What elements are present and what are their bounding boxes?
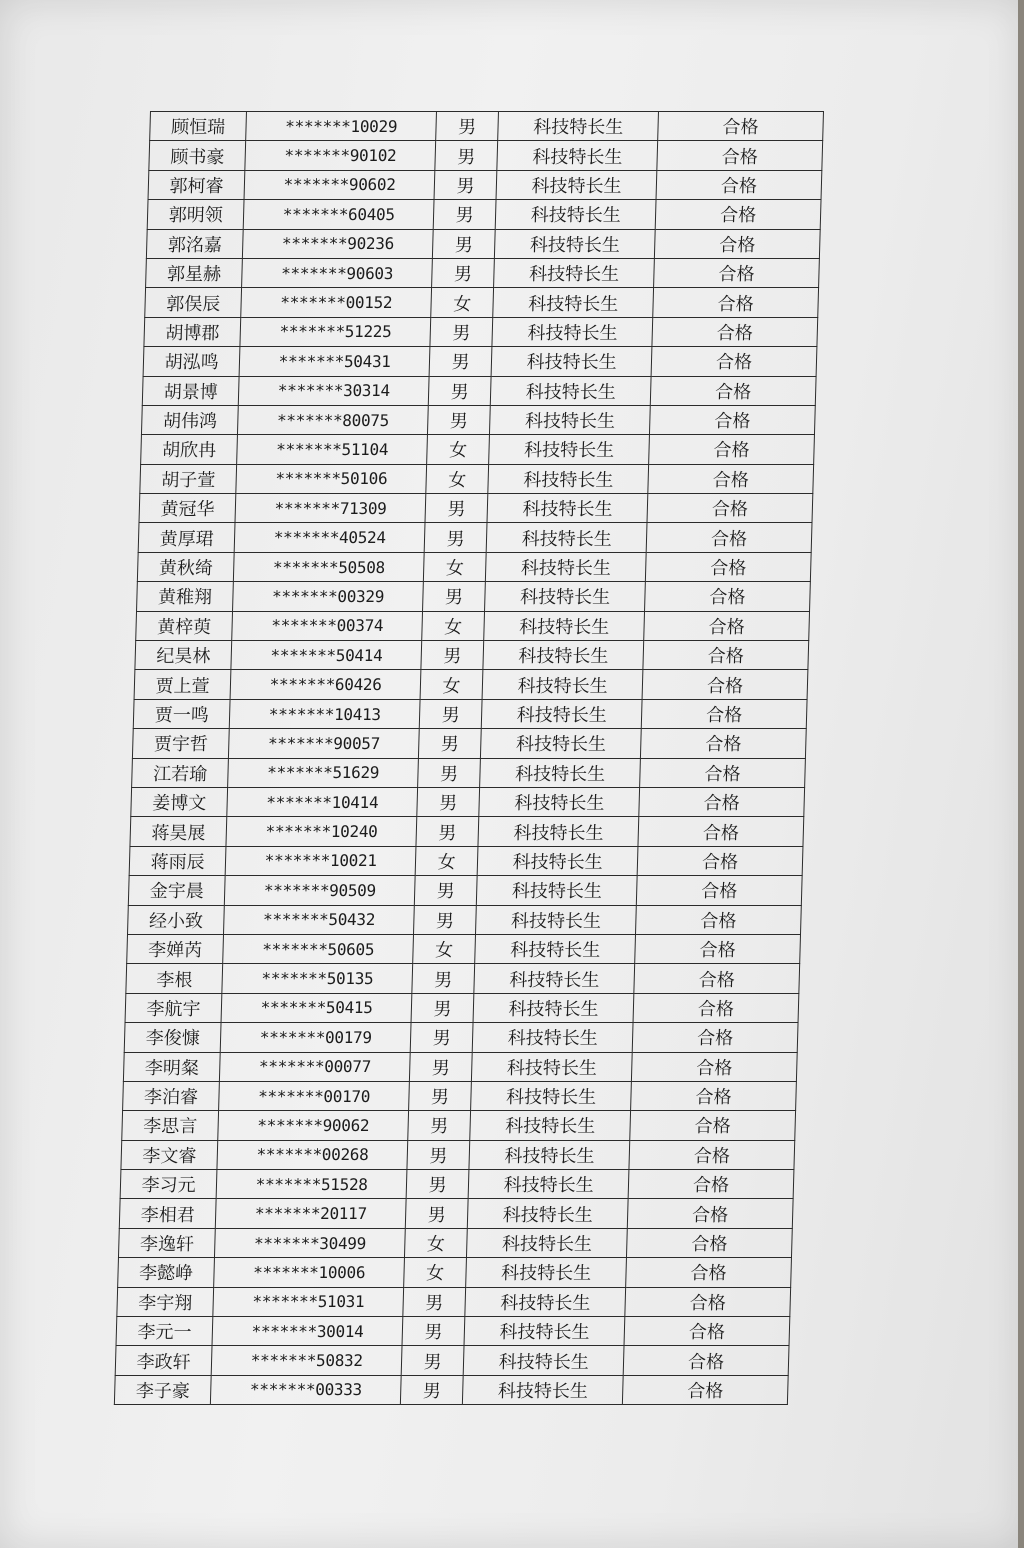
admission-type-cell: 科技特长生 bbox=[486, 552, 647, 581]
result-cell: 合格 bbox=[654, 258, 820, 287]
student-id-cell: *******90236 bbox=[243, 229, 434, 258]
gender-cell: 女 bbox=[420, 670, 483, 699]
student-name-cell: 李明粲 bbox=[123, 1052, 220, 1081]
table-row bbox=[125, 993, 799, 1022]
table-row bbox=[136, 611, 810, 640]
student-name-cell: 黄厚珺 bbox=[138, 523, 235, 552]
result-cell: 合格 bbox=[634, 964, 800, 993]
student-id-cell: *******10006 bbox=[214, 1258, 405, 1287]
student-id-cell: *******50135 bbox=[222, 964, 413, 993]
gender-cell: 男 bbox=[405, 1199, 468, 1228]
result-cell: 合格 bbox=[627, 1199, 793, 1228]
result-cell: 合格 bbox=[641, 729, 807, 758]
student-name-cell: 李婵芮 bbox=[127, 934, 224, 963]
student-name-cell: 李思言 bbox=[122, 1111, 219, 1140]
gender-cell: 女 bbox=[404, 1228, 467, 1257]
admission-type-cell: 科技特长生 bbox=[471, 1081, 632, 1110]
student-id-cell: *******50415 bbox=[221, 993, 412, 1022]
student-id-cell: *******10413 bbox=[230, 699, 421, 728]
student-name-cell: 郭俣辰 bbox=[145, 288, 242, 317]
table-row bbox=[130, 817, 804, 846]
student-id-cell: *******60426 bbox=[230, 670, 421, 699]
result-cell: 合格 bbox=[651, 347, 817, 376]
admission-type-cell: 科技特长生 bbox=[491, 347, 652, 376]
student-name-cell: 顾书豪 bbox=[149, 141, 246, 170]
result-cell: 合格 bbox=[654, 229, 820, 258]
admission-type-cell: 科技特长生 bbox=[478, 817, 639, 846]
gender-cell: 男 bbox=[423, 582, 486, 611]
table-row bbox=[140, 464, 814, 493]
result-cell: 合格 bbox=[640, 758, 806, 787]
student-name-cell: 胡欣冉 bbox=[141, 435, 238, 464]
admission-type-cell: 科技特长生 bbox=[473, 993, 634, 1022]
result-cell: 合格 bbox=[642, 670, 808, 699]
admission-type-cell: 科技特长生 bbox=[479, 787, 640, 816]
gender-cell: 男 bbox=[432, 258, 495, 287]
table-row bbox=[145, 288, 819, 317]
result-cell: 合格 bbox=[658, 112, 824, 141]
result-cell: 合格 bbox=[648, 464, 814, 493]
admission-type-cell: 科技特长生 bbox=[469, 1140, 630, 1169]
student-name-cell: 贾宇哲 bbox=[132, 729, 229, 758]
admission-type-cell: 科技特长生 bbox=[494, 258, 655, 287]
gender-cell: 男 bbox=[414, 876, 477, 905]
result-cell: 合格 bbox=[628, 1170, 794, 1199]
table-row bbox=[126, 964, 800, 993]
student-name-cell: 李逸轩 bbox=[118, 1228, 215, 1257]
result-cell: 合格 bbox=[645, 582, 811, 611]
table-row bbox=[143, 347, 817, 376]
table-row bbox=[147, 200, 821, 229]
admission-type-cell: 科技特长生 bbox=[466, 1258, 627, 1287]
gender-cell: 男 bbox=[436, 112, 499, 141]
admission-type-cell: 科技特长生 bbox=[483, 641, 644, 670]
admission-type-cell: 科技特长生 bbox=[468, 1199, 629, 1228]
student-id-cell: *******10029 bbox=[246, 112, 437, 141]
result-cell: 合格 bbox=[636, 905, 802, 934]
admission-type-cell: 科技特长生 bbox=[485, 582, 646, 611]
result-cell: 合格 bbox=[627, 1228, 793, 1257]
result-cell: 合格 bbox=[645, 552, 811, 581]
admission-type-cell: 科技特长生 bbox=[490, 405, 651, 434]
student-id-cell: *******90062 bbox=[218, 1111, 409, 1140]
result-cell: 合格 bbox=[647, 494, 813, 523]
student-id-cell: *******50605 bbox=[223, 934, 414, 963]
result-cell: 合格 bbox=[650, 376, 816, 405]
admission-type-cell: 科技特长生 bbox=[468, 1170, 629, 1199]
roster-table bbox=[114, 111, 824, 1405]
gender-cell: 男 bbox=[434, 170, 497, 199]
gender-cell: 男 bbox=[430, 317, 493, 346]
roster-body bbox=[114, 112, 823, 1405]
gender-cell: 男 bbox=[413, 905, 476, 934]
admission-type-cell: 科技特长生 bbox=[477, 876, 638, 905]
gender-cell: 男 bbox=[409, 1081, 472, 1110]
student-id-cell: *******90602 bbox=[244, 170, 435, 199]
student-name-cell: 李根 bbox=[126, 964, 223, 993]
admission-type-cell: 科技特长生 bbox=[493, 288, 654, 317]
gender-cell: 男 bbox=[416, 817, 479, 846]
student-id-cell: *******90057 bbox=[229, 729, 420, 758]
gender-cell: 女 bbox=[423, 552, 486, 581]
table-row bbox=[116, 1317, 790, 1346]
admission-type-cell: 科技特长生 bbox=[497, 141, 658, 170]
result-cell: 合格 bbox=[644, 611, 810, 640]
student-id-cell: *******80075 bbox=[238, 405, 429, 434]
table-row bbox=[142, 376, 816, 405]
student-id-cell: *******00077 bbox=[220, 1052, 411, 1081]
student-name-cell: 姜博文 bbox=[131, 787, 228, 816]
gender-cell: 男 bbox=[409, 1052, 472, 1081]
student-name-cell: 黄冠华 bbox=[139, 494, 236, 523]
student-id-cell: *******10021 bbox=[225, 846, 416, 875]
table-row bbox=[128, 876, 802, 905]
gender-cell: 男 bbox=[410, 1023, 473, 1052]
result-cell: 合格 bbox=[641, 699, 807, 728]
table-row bbox=[129, 846, 803, 875]
table-row bbox=[137, 582, 811, 611]
admission-type-cell: 科技特长生 bbox=[482, 699, 643, 728]
student-name-cell: 胡伟鸿 bbox=[141, 405, 238, 434]
student-id-cell: *******10414 bbox=[227, 787, 418, 816]
table-row bbox=[131, 787, 805, 816]
gender-cell: 男 bbox=[418, 729, 481, 758]
result-cell: 合格 bbox=[639, 787, 805, 816]
student-name-cell: 李元一 bbox=[116, 1317, 213, 1346]
student-name-cell: 贾上萱 bbox=[134, 670, 231, 699]
result-cell: 合格 bbox=[637, 846, 803, 875]
gender-cell: 男 bbox=[408, 1111, 471, 1140]
student-name-cell: 金宇晨 bbox=[128, 876, 225, 905]
student-id-cell: *******00333 bbox=[211, 1375, 402, 1404]
table-row bbox=[146, 229, 820, 258]
table-row bbox=[141, 405, 815, 434]
result-cell: 合格 bbox=[625, 1287, 791, 1316]
student-id-cell: *******00152 bbox=[241, 288, 432, 317]
student-name-cell: 顾恒瑞 bbox=[150, 112, 247, 141]
gender-cell: 女 bbox=[415, 846, 478, 875]
admission-type-cell: 科技特长生 bbox=[480, 758, 641, 787]
student-name-cell: 郭明领 bbox=[147, 200, 244, 229]
table-row bbox=[150, 112, 824, 141]
table-row bbox=[149, 141, 823, 170]
admission-type-cell: 科技特长生 bbox=[498, 112, 659, 141]
student-id-cell: *******50508 bbox=[234, 552, 425, 581]
gender-cell: 女 bbox=[431, 288, 494, 317]
result-cell: 合格 bbox=[636, 876, 802, 905]
result-cell: 合格 bbox=[653, 288, 819, 317]
student-name-cell: 贾一鸣 bbox=[133, 699, 230, 728]
student-id-cell: *******51031 bbox=[213, 1287, 404, 1316]
result-cell: 合格 bbox=[655, 200, 821, 229]
gender-cell: 男 bbox=[412, 964, 475, 993]
desk-edge bbox=[1018, 0, 1024, 1548]
table-row bbox=[119, 1199, 793, 1228]
student-id-cell: *******00268 bbox=[217, 1140, 408, 1169]
gender-cell: 男 bbox=[421, 641, 484, 670]
admission-type-cell: 科技特长生 bbox=[464, 1317, 625, 1346]
admission-type-cell: 科技特长生 bbox=[467, 1228, 628, 1257]
admission-type-cell: 科技特长生 bbox=[463, 1375, 624, 1404]
admission-type-cell: 科技特长生 bbox=[495, 229, 656, 258]
table-row bbox=[135, 641, 809, 670]
student-id-cell: *******30014 bbox=[212, 1317, 403, 1346]
gender-cell: 男 bbox=[403, 1287, 466, 1316]
student-name-cell: 李相君 bbox=[119, 1199, 216, 1228]
student-id-cell: *******10240 bbox=[226, 817, 417, 846]
admission-type-cell: 科技特长生 bbox=[474, 964, 635, 993]
student-id-cell: *******00170 bbox=[219, 1081, 410, 1110]
table-row bbox=[122, 1111, 796, 1140]
table-row bbox=[138, 523, 812, 552]
table-row bbox=[132, 758, 806, 787]
student-id-cell: *******90603 bbox=[242, 258, 433, 287]
result-cell: 合格 bbox=[623, 1346, 789, 1375]
student-name-cell: 黄秋绮 bbox=[137, 552, 234, 581]
result-cell: 合格 bbox=[643, 641, 809, 670]
student-id-cell: *******71309 bbox=[235, 494, 426, 523]
admission-type-cell: 科技特长生 bbox=[495, 200, 656, 229]
student-name-cell: 蒋昊展 bbox=[130, 817, 227, 846]
student-name-cell: 李俊慷 bbox=[124, 1023, 221, 1052]
table-row bbox=[123, 1052, 797, 1081]
student-id-cell: *******30314 bbox=[239, 376, 430, 405]
gender-cell: 男 bbox=[418, 758, 481, 787]
result-cell: 合格 bbox=[638, 817, 804, 846]
student-name-cell: 郭柯睿 bbox=[148, 170, 245, 199]
result-cell: 合格 bbox=[624, 1317, 790, 1346]
student-id-cell: *******00374 bbox=[232, 611, 423, 640]
table-row bbox=[139, 494, 813, 523]
gender-cell: 男 bbox=[432, 229, 495, 258]
student-name-cell: 胡景博 bbox=[142, 376, 239, 405]
table-row bbox=[120, 1170, 794, 1199]
gender-cell: 女 bbox=[404, 1258, 467, 1287]
gender-cell: 男 bbox=[406, 1170, 469, 1199]
admission-type-cell: 科技特长生 bbox=[477, 846, 638, 875]
admission-type-cell: 科技特长生 bbox=[492, 317, 653, 346]
result-cell: 合格 bbox=[649, 435, 815, 464]
gender-cell: 男 bbox=[424, 523, 487, 552]
table-row bbox=[124, 1023, 798, 1052]
table-row bbox=[134, 670, 808, 699]
admission-type-cell: 科技特长生 bbox=[470, 1111, 631, 1140]
gender-cell: 男 bbox=[417, 787, 480, 816]
student-id-cell: *******30499 bbox=[215, 1228, 406, 1257]
result-cell: 合格 bbox=[633, 993, 799, 1022]
student-name-cell: 蒋雨辰 bbox=[129, 846, 226, 875]
student-name-cell: 李懿峥 bbox=[118, 1258, 215, 1287]
result-cell: 合格 bbox=[635, 934, 801, 963]
gender-cell: 男 bbox=[429, 347, 492, 376]
gender-cell: 男 bbox=[400, 1375, 463, 1404]
gender-cell: 女 bbox=[427, 435, 490, 464]
admission-type-cell: 科技特长生 bbox=[475, 934, 636, 963]
result-cell: 合格 bbox=[629, 1140, 795, 1169]
student-name-cell: 黄梓萸 bbox=[136, 611, 233, 640]
result-cell: 合格 bbox=[646, 523, 812, 552]
admission-type-cell: 科技特长生 bbox=[476, 905, 637, 934]
admission-type-cell: 科技特长生 bbox=[465, 1287, 626, 1316]
gender-cell: 女 bbox=[413, 934, 476, 963]
student-name-cell: 郭洺嘉 bbox=[146, 229, 243, 258]
table-row bbox=[114, 1375, 788, 1404]
student-id-cell: *******51225 bbox=[240, 317, 431, 346]
student-id-cell: *******50431 bbox=[239, 347, 430, 376]
table-row bbox=[115, 1346, 789, 1375]
gender-cell: 男 bbox=[401, 1346, 464, 1375]
student-name-cell: 李泊睿 bbox=[123, 1081, 220, 1110]
table-row bbox=[123, 1081, 797, 1110]
admission-type-cell: 科技特长生 bbox=[487, 494, 648, 523]
student-id-cell: *******50432 bbox=[224, 905, 415, 934]
result-cell: 合格 bbox=[626, 1258, 792, 1287]
student-id-cell: *******51629 bbox=[228, 758, 419, 787]
gender-cell: 男 bbox=[425, 494, 488, 523]
student-id-cell: *******51104 bbox=[237, 435, 428, 464]
gender-cell: 男 bbox=[428, 376, 491, 405]
student-name-cell: 李宇翔 bbox=[117, 1287, 214, 1316]
result-cell: 合格 bbox=[656, 170, 822, 199]
gender-cell: 男 bbox=[419, 699, 482, 728]
student-name-cell: 李文睿 bbox=[121, 1140, 218, 1169]
student-id-cell: *******40524 bbox=[234, 523, 425, 552]
admission-type-cell: 科技特长生 bbox=[481, 729, 642, 758]
student-name-cell: 经小致 bbox=[127, 905, 224, 934]
student-name-cell: 李政轩 bbox=[115, 1346, 212, 1375]
admission-type-cell: 科技特长生 bbox=[489, 435, 650, 464]
table-row bbox=[127, 905, 801, 934]
gender-cell: 男 bbox=[433, 200, 496, 229]
student-name-cell: 江若瑜 bbox=[132, 758, 229, 787]
student-id-cell: *******00179 bbox=[221, 1023, 412, 1052]
admission-type-cell: 科技特长生 bbox=[472, 1023, 633, 1052]
table-row bbox=[137, 552, 811, 581]
result-cell: 合格 bbox=[631, 1081, 797, 1110]
result-cell: 合格 bbox=[622, 1375, 788, 1404]
table-row bbox=[144, 317, 818, 346]
gender-cell: 男 bbox=[407, 1140, 470, 1169]
gender-cell: 女 bbox=[426, 464, 489, 493]
table-row bbox=[148, 170, 822, 199]
table-row bbox=[132, 729, 806, 758]
student-name-cell: 纪昊林 bbox=[135, 641, 232, 670]
student-name-cell: 李航宇 bbox=[125, 993, 222, 1022]
student-id-cell: *******00329 bbox=[233, 582, 424, 611]
student-id-cell: *******50414 bbox=[231, 641, 422, 670]
student-id-cell: *******20117 bbox=[216, 1199, 407, 1228]
student-id-cell: *******90102 bbox=[245, 141, 436, 170]
student-id-cell: *******50832 bbox=[211, 1346, 402, 1375]
admission-type-cell: 科技特长生 bbox=[472, 1052, 633, 1081]
gender-cell: 女 bbox=[422, 611, 485, 640]
student-name-cell: 胡子萱 bbox=[140, 464, 237, 493]
student-name-cell: 胡博郡 bbox=[144, 317, 241, 346]
admission-type-cell: 科技特长生 bbox=[463, 1346, 624, 1375]
table-row bbox=[118, 1258, 792, 1287]
result-cell: 合格 bbox=[632, 1052, 798, 1081]
admission-type-cell: 科技特长生 bbox=[486, 523, 647, 552]
student-id-cell: *******60405 bbox=[243, 200, 434, 229]
student-id-cell: *******90509 bbox=[225, 876, 416, 905]
admission-type-cell: 科技特长生 bbox=[488, 464, 649, 493]
table-row bbox=[146, 258, 820, 287]
table-row bbox=[117, 1287, 791, 1316]
result-cell: 合格 bbox=[652, 317, 818, 346]
table-row bbox=[121, 1140, 795, 1169]
student-name-cell: 李子豪 bbox=[114, 1375, 211, 1404]
gender-cell: 男 bbox=[402, 1317, 465, 1346]
result-cell: 合格 bbox=[657, 141, 823, 170]
table-row bbox=[133, 699, 807, 728]
student-name-cell: 胡泓鸣 bbox=[143, 347, 240, 376]
table-row bbox=[141, 435, 815, 464]
gender-cell: 男 bbox=[427, 405, 490, 434]
admission-type-cell: 科技特长生 bbox=[484, 611, 645, 640]
gender-cell: 男 bbox=[435, 141, 498, 170]
admission-type-cell: 科技特长生 bbox=[491, 376, 652, 405]
student-id-cell: *******51528 bbox=[216, 1170, 407, 1199]
table-row bbox=[127, 934, 801, 963]
gender-cell: 男 bbox=[411, 993, 474, 1022]
table-row bbox=[118, 1228, 792, 1257]
admission-type-cell: 科技特长生 bbox=[496, 170, 657, 199]
admission-type-cell: 科技特长生 bbox=[482, 670, 643, 699]
student-name-cell: 李习元 bbox=[120, 1170, 217, 1199]
result-cell: 合格 bbox=[650, 405, 816, 434]
result-cell: 合格 bbox=[630, 1111, 796, 1140]
student-name-cell: 黄稚翔 bbox=[137, 582, 234, 611]
student-id-cell: *******50106 bbox=[236, 464, 427, 493]
result-cell: 合格 bbox=[632, 1023, 798, 1052]
student-name-cell: 郭星赫 bbox=[146, 258, 243, 287]
